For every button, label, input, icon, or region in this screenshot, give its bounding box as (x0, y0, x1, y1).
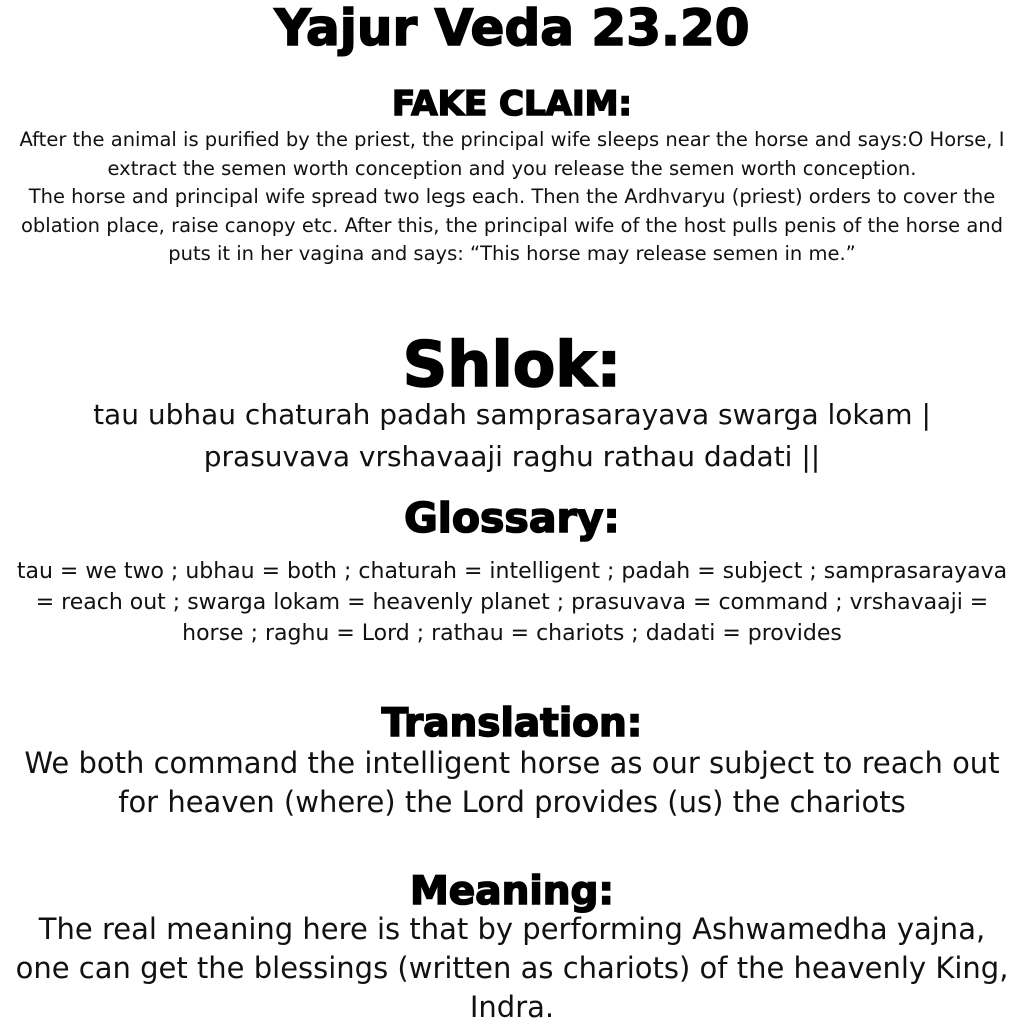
fake-claim-paragraph-2: The horse and principal wife spread two legs each. Then the Ardhvaryu (priest) orders to cover the oblation place, raise canopy etc. After this, the principal wife of the host pulls penis of the horse and puts it in her vagina and says: “This horse may release semen in me.” (20, 185, 1004, 266)
meaning-text (12, 910, 1012, 1027)
page-title: Yajur Veda 23.20 (274, 0, 750, 57)
translation-text (12, 744, 1012, 822)
translation-heading: Translation: (381, 701, 643, 746)
shlok-text (12, 394, 1012, 478)
meaning-paragraph: The real meaning here is that by performing Ashwamedha yajna, one can get the blessings (written as chariots) of the heavenly King, Indra. (15, 912, 1009, 1024)
shlok-line-2: prasuvava vrshavaaji raghu rathau dadati || (203, 440, 821, 473)
shlok-heading: Shlok: (402, 328, 622, 401)
meaning-heading: Meaning: (410, 869, 614, 914)
glossary-paragraph: tau = we two ; ubhau = both ; chaturah = intelligent ; padah = subject ; samprasarayava = reach out ; swarga lokam = heavenly planet ; prasuvava = command ; vrshavaaji = horse ; raghu = Lord ; rathau = chariots ; dadati = provides (16, 559, 1008, 646)
fake-claim-heading: FAKE CLAIM: (391, 84, 633, 124)
fake-claim-text (12, 126, 1012, 269)
fake-claim-paragraph-1: After the animal is purified by the priest, the principal wife sleeps near the horse and says:O Horse, I extract the semen worth conception and you release the semen worth conception. (19, 128, 1005, 180)
glossary-text (12, 556, 1012, 649)
shlok-line-1: tau ubhau chaturah padah samprasarayava swarga lokam | (93, 398, 931, 431)
translation-paragraph: We both command the intelligent horse as our subject to reach out for heaven (where) the Lord provides (us) the chariots (24, 746, 1000, 819)
glossary-heading: Glossary: (404, 494, 620, 542)
